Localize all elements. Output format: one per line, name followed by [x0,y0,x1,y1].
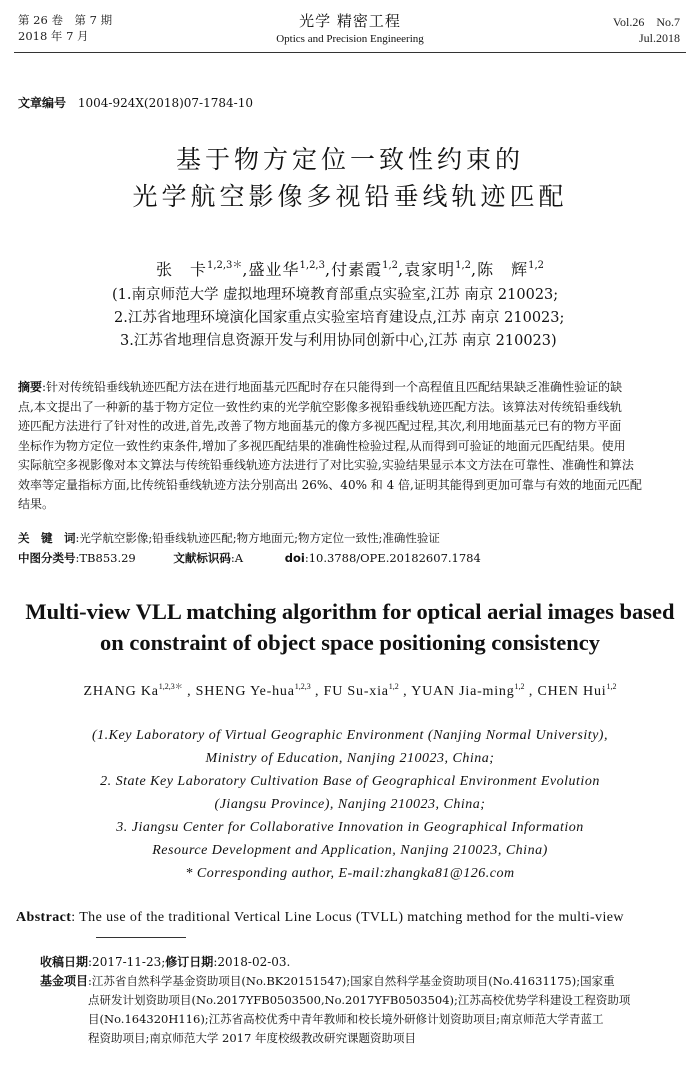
volume-issue: 第 26 卷 第 7 期 [18,13,113,27]
author-en-4: YUAN Jia-ming [411,684,515,699]
doc-code-value: :A [230,551,244,565]
article-number-label: 文章编号 [18,96,67,110]
revised-value: :2018-02-03. [213,955,291,969]
author-en-2: SHENG Ye-hua [195,684,295,699]
volume-issue-en: Vol.26 No.7 [612,15,680,29]
author-cn-4: 袁家明 [404,260,456,279]
abstract-en [16,910,686,926]
keywords-cn-value: :光学航空影像;铅垂线轨迹匹配;物方地面元;物方定位一致性;准确性验证 [75,531,440,545]
abstract-cn-line-3: 迹匹配方法进行了针对性的改进,首先,改善了物方地面基元的像方多视匹配过程,其次,利用地面基元已有的物方平面 [18,419,622,433]
author-en-2-aff: 1,2,3 [294,682,311,691]
corresponding-author: * Corresponding author, E-mail:zhangka81@126.com [185,866,515,881]
affiliation-en-3a: 3. Jiangsu Center for Collaborative Innovation in Geographical Information [116,820,584,835]
abstract-cn-label: 摘要 [18,380,43,394]
affiliations-en [0,724,700,885]
clc-value: :TB853.29 [75,551,136,565]
publish-date: 2018 年 7 月 [18,29,89,43]
fund-line-3: 目(No.164320H116);江苏省高校优秀中青年教师和校长境外研修计划资助项目;南京师范大学青蓝工 [88,1012,604,1026]
article-number [18,94,253,111]
authors-en: ZHANG $Ka^{1,2,3*}$ , SHENG Ye-hua$^{1,2,3}$ , FU Su-xia$^{1,2}$ , YUAN Jia-ming$^{1,2}$ , CHEN Hui$^{1,2}$ [83,682,617,699]
affiliation-en-3b: Resource Development and Application, Nanjing 210023, China) [152,843,548,858]
author-en-5-aff: 1,2 [606,682,617,691]
footnotes [40,953,690,1048]
author-en-4-aff: 1,2 [514,682,525,691]
author-en-3-aff: 1,2 [388,682,399,691]
fund-row [40,972,690,1048]
author-cn-5: 陈 辉 [477,260,529,279]
journal-name [0,10,700,45]
received-label: 收稿日期 [40,955,89,969]
keywords-cn [18,529,440,549]
fund-line-2: 点研发计划资助项目(No.2017YFB0503500,No.2017YFB0503504);江苏高校优势学科建设工程资助项 [88,993,631,1007]
author-cn-3: 付素霞 [331,260,383,279]
doi-label: doi [284,551,305,565]
title-cn-line-1: 基于物方定位一致性约束的 [175,145,524,174]
affiliations-cn [112,284,612,353]
clc-label: 中图分类号 [18,551,76,565]
classification-row [18,549,481,569]
affiliation-en-1a: (1.Key Laboratory of Virtual Geographic Environment (Nanjing Normal University), [92,728,608,743]
title-cn-line-2: 光学航空影像多视铅垂线轨迹匹配 [132,182,568,211]
abstract-cn-line-7: 结果。 [18,497,55,511]
author-cn-1-aff: 1,2,3＊ [206,260,243,271]
abstract-en-label: Abstract [16,910,72,925]
received-value: :2017-11-23; [88,955,166,969]
journal-name-cn: 光学 精密工程 [299,12,401,30]
fund-line-1: :江苏省自然科学基金资助项目(No.BK20151547);国家自然科学基金资助项目(No.41631175);国家重 [88,974,615,988]
title-en [0,596,700,658]
affiliation-en-1b: Ministry of Education, Nanjing 210023, China; [205,751,495,766]
author-en-1-aff: 1,2,3＊ [158,682,183,691]
abstract-cn-line-4: 坐标作为物方定位一致性约束条件,增加了多视匹配结果的准确性检验过程,从而得到可验证的地面元匹配结果。使用 [18,438,626,453]
journal-name-en: Optics and Precision Engineering [276,33,424,45]
fund-text [88,972,630,1048]
author-cn-1: 张 卡 [155,260,207,279]
author-cn-2-aff: 1,2,3 [299,260,325,271]
fund-label: 基金项目 [40,974,89,988]
abstract-cn-line-5: 实际航空多视影像对本文算法与传统铅垂线轨迹方法进行了对比实验,实验结果显示本文方法在可靠性、准确性和算法 [18,458,634,472]
fund-line-4: 程资助项目;南京师范大学 2017 年度校级教改研究课题资助项目 [88,1031,416,1045]
affiliation-cn-2: 2.江苏省地理环境演化国家重点实验室培育建设点,江苏 南京 210023; [114,310,565,326]
author-cn-4-aff: 1,2 [455,260,472,271]
abstract-cn-line-2: 点,本文提出了一种新的基于物方定位一致性约束的光学航空影像多视铅垂线轨迹匹配方法。该算法对传统铅垂线轨 [18,399,622,414]
affiliation-cn-3: 3.江苏省地理信息资源开发与利用协同创新中心,江苏 南京 210023) [120,333,557,349]
header-rule [14,52,686,53]
author-en-3: FU Su-xia [323,684,389,699]
abstract-en-text: : The use of the traditional Vertical Line Locus (TVLL) matching method for the multi-view [71,910,624,925]
revised-label: 修订日期 [165,955,214,969]
author-en-5: CHEN Hui [537,684,607,699]
affiliation-cn-1: (1.南京师范大学 虚拟地理环境教育部重点实验室,江苏 南京 210023; [112,287,559,303]
dates-row [40,953,690,972]
affiliation-en-2b: (Jiangsu Province), Nanjing 210023, China; [214,797,486,812]
author-cn-2: 盛业华 [248,260,300,279]
author-cn-5-aff: 1,2 [528,260,545,271]
abstract-cn-line-1: :针对传统铅垂线轨迹匹配方法在进行地面基元匹配时存在只能得到一个高程值且匹配结果缺乏准确性验证的缺 [42,380,623,394]
doi-value: :10.3788/OPE.20182607.1784 [304,551,481,565]
authors-cn: 张 卡$^{1,2,3*}$,盛业华$^{1,2,3}$,付素霞$^{1,2}$,袁家明$^{1,2}$,陈 辉$^{1,2}$ [155,260,545,279]
abstract-cn-line-6: 效率等定量指标方面,比传统铅垂线轨迹方法分别高出 26%、40% 和 4 倍,证明其能得到更加可靠与有效的地面元匹配 [18,477,642,492]
article-number-value: 1004-924X(2018)07-1784-10 [77,96,253,110]
title-en-line-1: Multi-view VLL matching algorithm for optical aerial images based [25,599,675,624]
footnote-rule [96,937,186,938]
affiliation-en-2a: 2. State Key Laboratory Cultivation Base of Geographical Environment Evolution [100,774,600,789]
doc-code-label: 文献标识码 [173,551,231,565]
author-en-1: ZHANG Ka [83,684,159,699]
keywords-cn-label: 关 键 词 [18,531,76,545]
publish-date-en: Jul.2018 [638,31,680,45]
abstract-cn [18,378,686,515]
title-en-line-2: on constraint of object space positioning consistency [100,630,600,655]
author-cn-3-aff: 1,2 [382,260,398,271]
journal-volume-en [613,14,680,46]
